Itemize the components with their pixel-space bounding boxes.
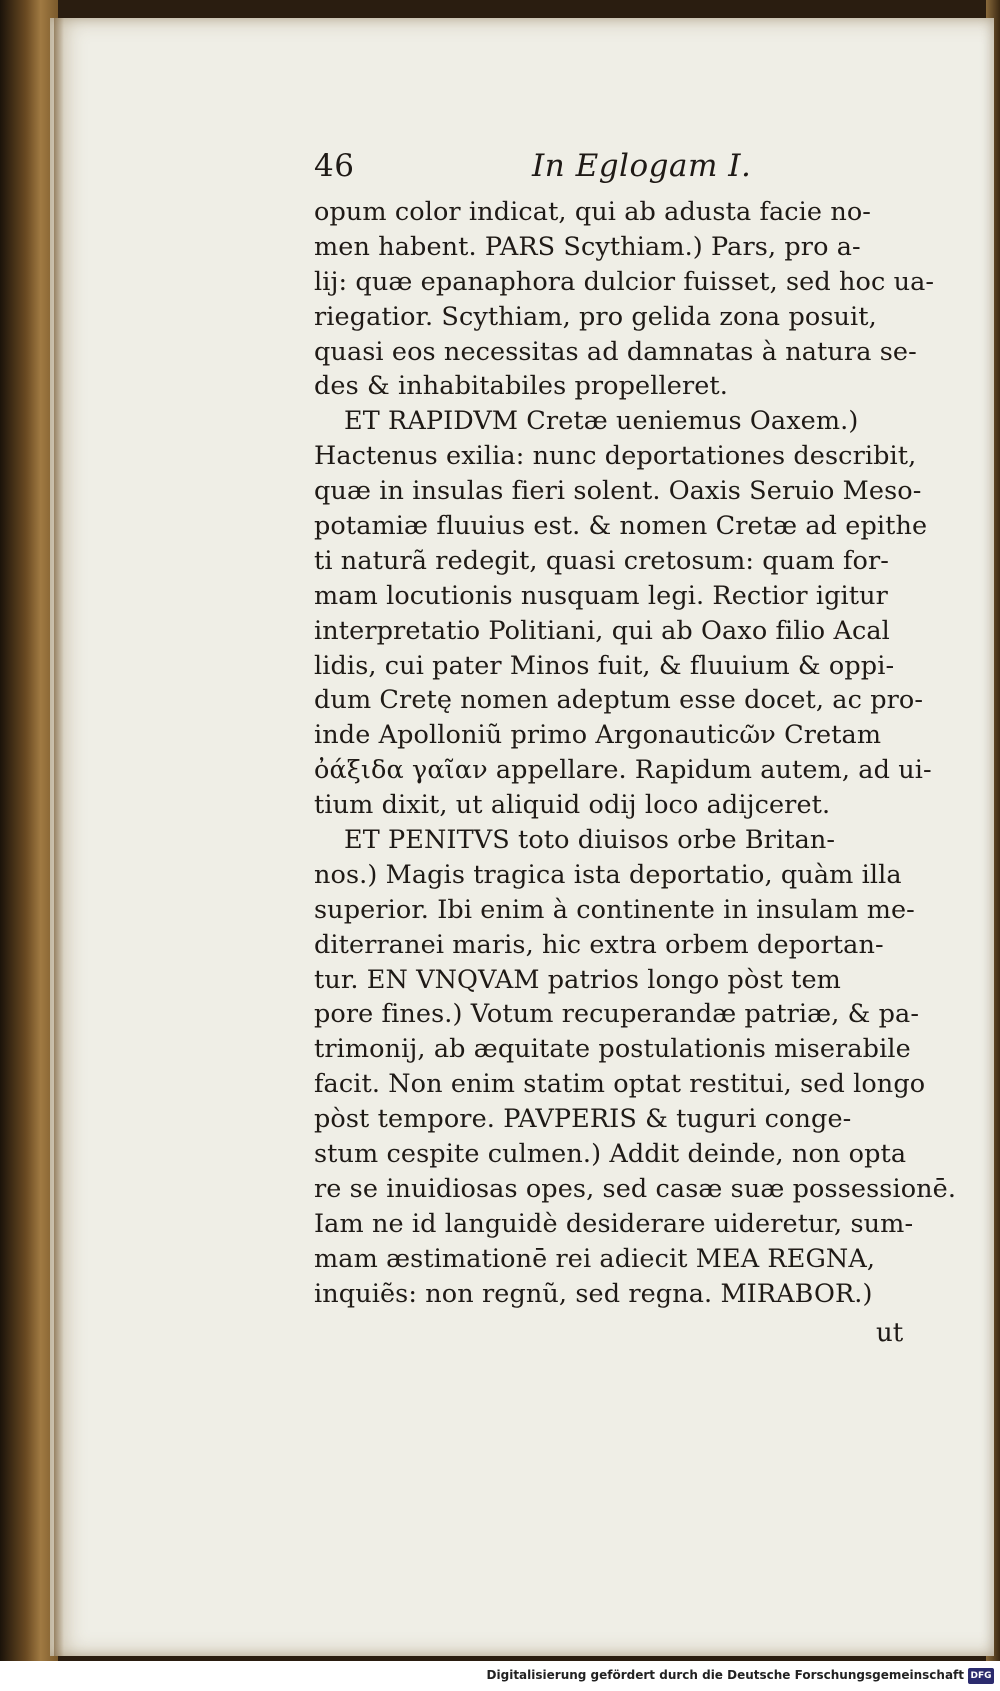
footer-credit: Digitalisierung gefördert durch die Deutsche Forschungsgemeinschaft [486, 1668, 964, 1682]
text-line: ET PENITVS toto diuisos orbe Britan- [344, 825, 836, 856]
text-line: re se inuidiosas opes, sed casæ suæ possessionē. [314, 1173, 957, 1204]
dfg-logo: DFG [968, 1668, 994, 1684]
text-line: lidis, cui pater Minos fuit, & fluuium & oppi- [314, 650, 895, 681]
text-line: mam æstimationē rei adiecit MEA REGNA, [314, 1243, 876, 1274]
text-line: inquiẽs: non regnũ, sed regna. MIRABOR.) [314, 1278, 873, 1309]
text-line: stum cespite culmen.) Addit deinde, non opta [314, 1139, 907, 1170]
catchword: ut [876, 1318, 904, 1348]
page-gutter-shadow [54, 18, 64, 1656]
text-line: mam locutionis nusquam legi. Rectior igitur [314, 580, 888, 611]
text-line: lij: quæ epanaphora dulcior fuisset, sed hoc ua- [314, 266, 935, 297]
text-line: pore fines.) Votum recuperandæ patriæ, & pa- [314, 999, 920, 1030]
digitization-footer [0, 1661, 1000, 1691]
text-line: quasi eos necessitas ad damnatas à natura se- [314, 336, 917, 367]
text-line: diterranei maris, hic extra orbem deportan- [314, 929, 884, 960]
text-line: trimonij, ab æquitate postulationis miserabile [314, 1034, 911, 1065]
text-line: dum Cretę nomen adeptum esse docet, ac pro- [314, 685, 924, 716]
text-line: inde Apolloniũ primo Argonauticῶν Cretam [314, 720, 882, 751]
body-text [314, 195, 957, 1312]
page-number: 46 [314, 148, 355, 184]
text-line: quæ in insulas fieri solent. Oaxis Seruio Meso- [314, 476, 922, 507]
text-line: men habent. PARS Scythiam.) Pars, pro a- [314, 231, 861, 262]
text-line: facit. Non enim statim optat restitui, sed longo [314, 1069, 926, 1100]
text-line: des & inhabitabiles propelleret. [314, 371, 728, 402]
text-line: pòst tempore. PAVPERIS & tuguri conge- [314, 1104, 852, 1135]
text-line: tium dixit, ut aliquid odij loco adijceret. [314, 790, 831, 821]
running-head-title: In Eglogam I. [532, 148, 752, 184]
running-head [314, 148, 914, 192]
text-line: nos.) Magis tragica ista deportatio, quàm illa [314, 859, 902, 890]
text-line: potamiæ fluuius est. & nomen Cretæ ad epithe [314, 511, 928, 542]
text-line: tur. EN VNQVAM patrios longo pòst tem [314, 964, 841, 995]
text-line: ὀάξιδα γαῖαν appellare. Rapidum autem, ad ui- [314, 755, 932, 786]
text-line: Iam ne id languidè desiderare uideretur, sum- [314, 1208, 914, 1239]
text-line: riegatior. Scythiam, pro gelida zona posuit, [314, 301, 877, 332]
text-line: ti naturã redegit, quasi cretosum: quam for- [314, 545, 890, 576]
text-line: opum color indicat, qui ab adusta facie no- [314, 197, 872, 227]
text-line: ET RAPIDVM Cretæ ueniemus Oaxem.) [344, 406, 859, 437]
text-line: superior. Ibi enim à continente in insulam me- [314, 894, 915, 925]
text-line: interpretatio Politiani, qui ab Oaxo filio Acal [314, 615, 890, 646]
text-line: Hactenus exilia: nunc deportationes describit, [314, 441, 917, 472]
